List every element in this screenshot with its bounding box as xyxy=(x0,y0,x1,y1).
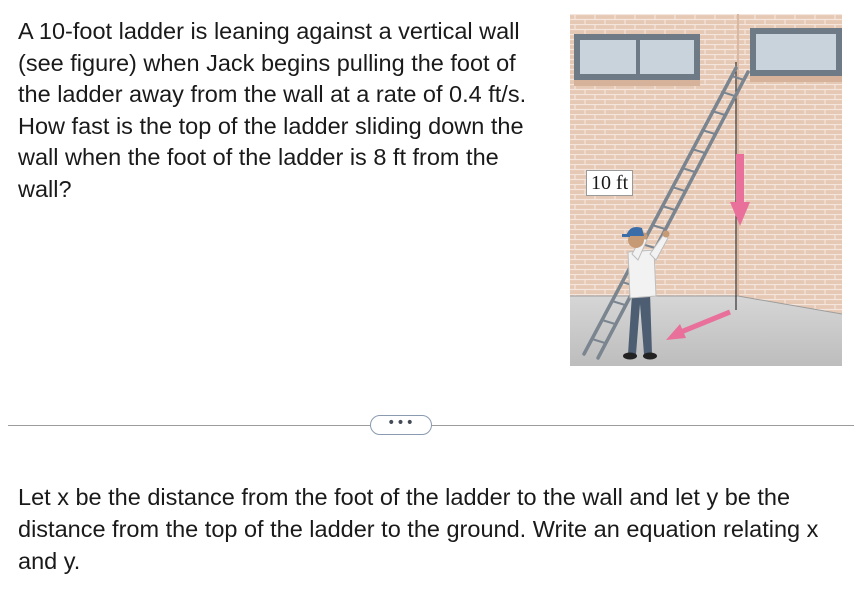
problem-statement: A 10-foot ladder is leaning against a vertical wall (see figure) when Jack begins pulling the foot of the ladder away from the wall at a rate of 0.4 ft/s. How fast is the top of the ladder sliding down the wall when the foot of the ladder is 8 ft from the wall? xyxy=(18,18,527,202)
question-prompt: Let x be the distance from the foot of the ladder to the wall and let y be the distance from the top of the ladder to the ground. Write an equation relating x and y. xyxy=(18,484,819,574)
window-right xyxy=(750,28,842,82)
ladder-figure xyxy=(570,14,842,366)
show-more-button[interactable] xyxy=(370,415,432,435)
ladder-length-label: 10 ft xyxy=(586,170,633,196)
ellipsis-icon: ••• xyxy=(387,415,415,431)
window-left xyxy=(574,34,700,86)
